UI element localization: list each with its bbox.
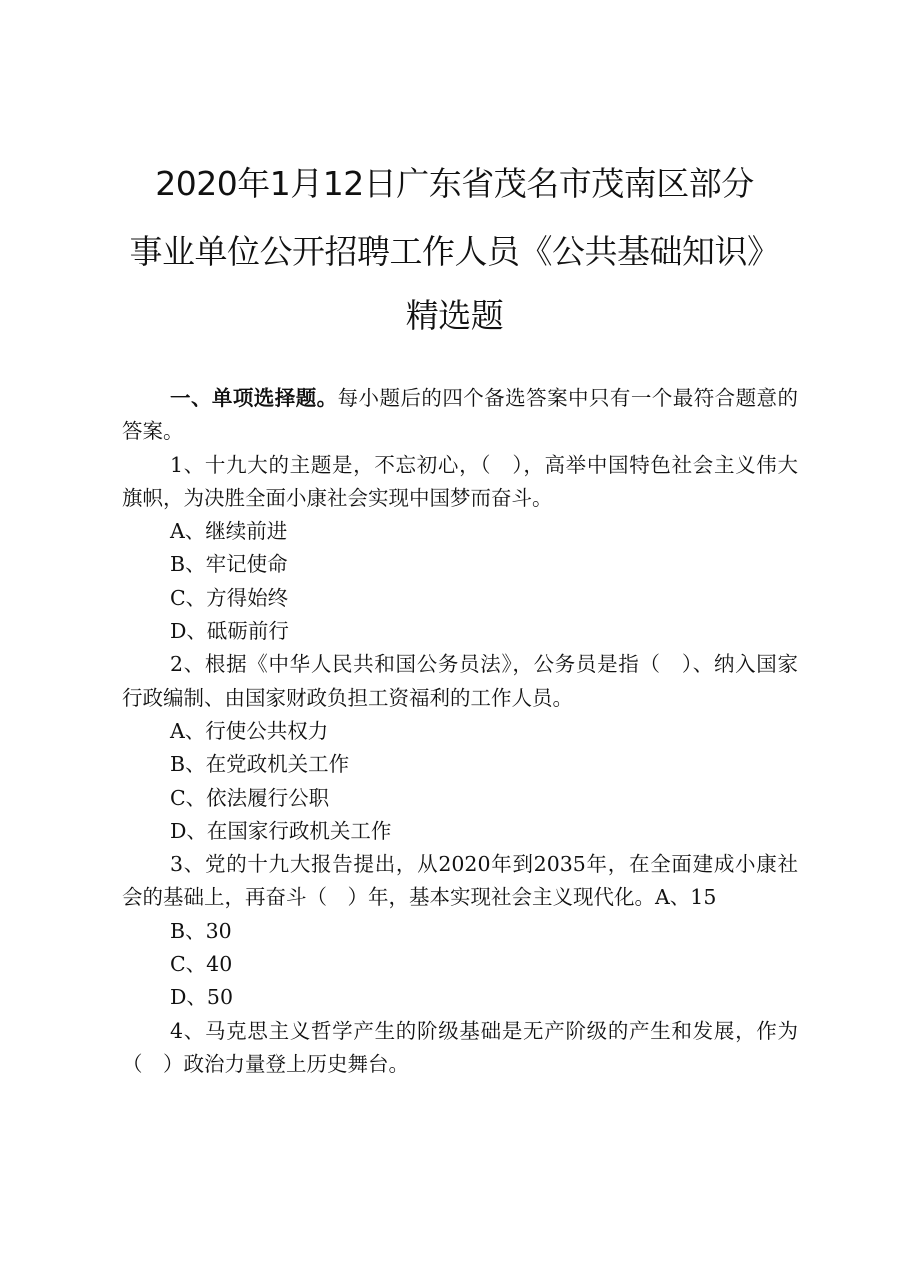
question-4-stem: 4、马克思主义哲学产生的阶级基础是无产阶级的产生和发展，作为（ ）政治力量登上历史舞台。 [122,1018,798,1076]
question-2-option-a: A、行使公共权力 [170,718,329,743]
question-3-stem: 3、党的十九大报告提出，从2020年到2035年，在全面建成小康社会的基础上，再奋斗（ ）年，基本实现社会主义现代化。A、15 [122,852,798,910]
question-1-option-b: B、牢记使命 [170,552,288,577]
question-3-option-b: B、30 [170,918,232,943]
section-heading: 一、单项选择题。 [170,386,338,410]
question-2-option-b: B、在党政机关工作 [170,752,350,777]
section-instruction: 每小题后的四个备选答案中只有一个最符合题意的答案。 [122,386,799,444]
question-3-option-c: C、40 [170,952,233,977]
question-3-option-d: D、50 [170,985,234,1010]
question-2-stem: 2、根据《中华人民共和国公务员法》，公务员是指（ ）、纳入国家行政编制、由国家财政负担工资福利的工作人员。 [122,652,798,710]
question-1-option-c: C、方得始终 [170,585,289,610]
question-2-option-c: C、依法履行公职 [170,785,330,810]
section-intro [122,382,798,449]
question-1-stem: 1、十九大的主题是，不忘初心，（ ），高举中国特色社会主义伟大旗帜，为决胜全面小康社会实现中国梦而奋斗。 [122,452,798,510]
document-title-line-3: 精选题 [405,296,504,335]
question-1-option-a: A、继续前进 [170,519,288,544]
question-1-option-d: D、砥砺前行 [170,619,289,644]
document-title-line-2: 事业单位公开招聘工作人员《公共基础知识》 [129,232,780,271]
question-2-option-d: D、在国家行政机关工作 [170,818,392,843]
document-body [122,382,798,1081]
document-title-line-1: 2020年1月12日广东省茂名市茂南区部分 [155,164,754,203]
